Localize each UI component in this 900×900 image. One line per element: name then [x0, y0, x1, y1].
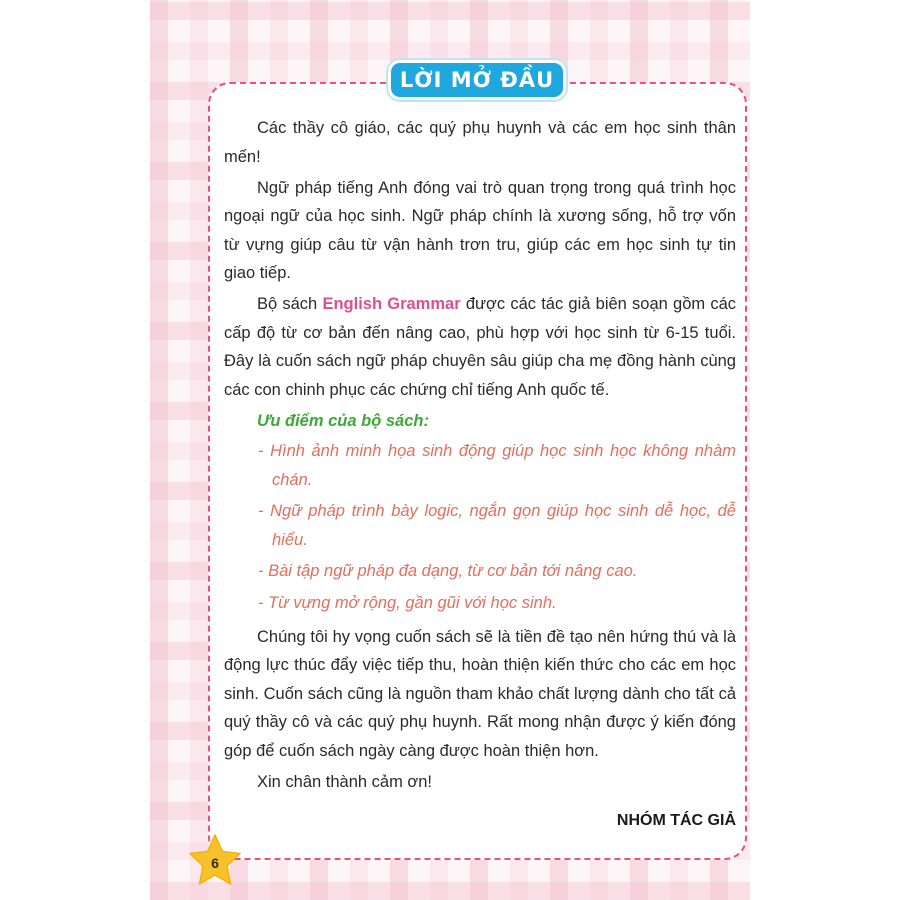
page-number-badge [186, 832, 244, 890]
advantage-item: - Ngữ pháp trình bày logic, ngắn gọn giúp học sinh dễ học, dễ hiểu. [224, 497, 736, 554]
advantage-item: - Từ vựng mở rộng, gần gũi với học sinh. [224, 589, 736, 618]
advantage-item: - Bài tập ngữ pháp đa dạng, từ cơ bản tới nâng cao. [224, 557, 736, 586]
signature: NHÓM TÁC GIẢ [616, 812, 736, 829]
paragraph-book [224, 290, 736, 404]
page-title: LỜI MỞ ĐẦU [399, 68, 555, 92]
paragraph-book-suffix: được các tác giả biên soạn gồm các cấp độ từ cơ bản đến nâng cao, phù hợp với học sinh từ 6-15 tuổi. Đây là cuốn sách ngữ pháp chuyên sâu giúp cha mẹ đồng hành cùng các con chinh phục các chứng chỉ tiếng Anh quốc tế. [224, 295, 737, 399]
thanks: Xin chân thành cảm ơn! [257, 772, 433, 791]
greeting: Các thầy cô giáo, các quý phụ huynh và các em học sinh thân mến! [224, 119, 736, 166]
paragraph-book-prefix: Bộ sách [257, 295, 323, 313]
advantages-list [224, 437, 736, 617]
page-number: 6 [211, 854, 219, 871]
paragraph-hope: Chúng tôi hy vọng cuốn sách sẽ là tiền đề tạo nên hứng thú và là động lực thúc đẩy việc tiếp thu, hoàn thiện kiến thức cho các em học sinh. Cuốn sách cũng là nguồn tham khảo chất lượng dành cho tất cả quý thầy cô và các quý phụ huynh. Rất mong nhận được ý kiến đóng góp để cuốn sách ngày càng được hoàn thiện hơn. [224, 627, 736, 760]
title-badge [388, 60, 566, 100]
book-name: English Grammar [322, 295, 461, 313]
paragraph-grammar: Ngữ pháp tiếng Anh đóng vai trò quan trọng trong quá trình học ngoại ngữ của học sinh. Ngữ pháp chính là xương sống, hỗ trợ vốn từ vựng giúp câu từ vận hành trơn tru, giúp các em học sinh tự tin giao tiếp. [224, 178, 736, 282]
preface-content [224, 114, 736, 796]
advantage-item: - Hình ảnh minh họa sinh động giúp học sinh học không nhàm chán. [224, 437, 736, 494]
advantages-title: Ưu điểm của bộ sách: [257, 411, 429, 430]
